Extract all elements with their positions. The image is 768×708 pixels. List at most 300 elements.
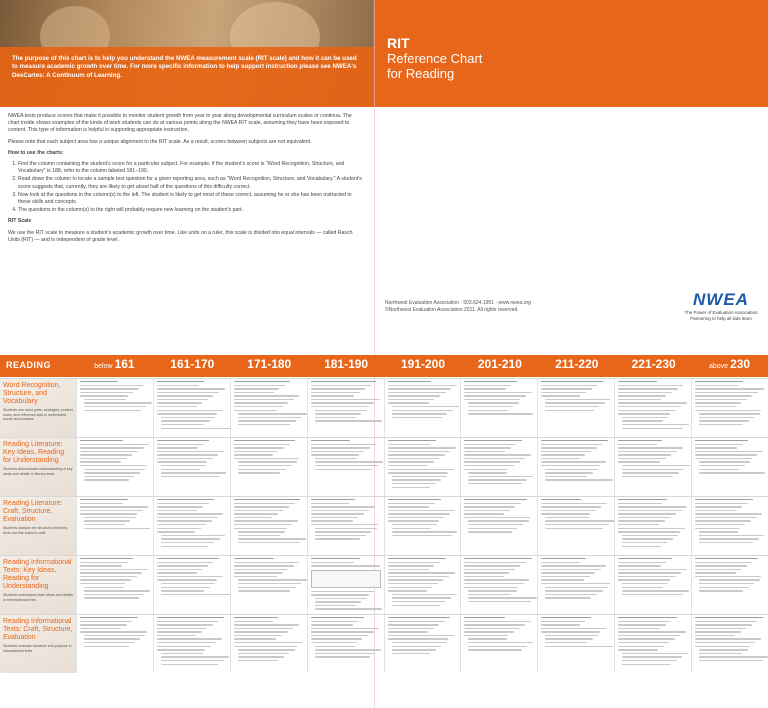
text-line xyxy=(622,417,668,418)
text-line xyxy=(468,646,527,647)
sample-question-cell xyxy=(384,615,461,673)
text-line xyxy=(699,535,764,536)
text-line xyxy=(464,392,531,393)
text-line xyxy=(464,631,514,632)
text-line xyxy=(545,476,587,477)
text-line xyxy=(695,440,748,441)
text-line xyxy=(234,510,284,511)
text-line xyxy=(311,510,370,511)
text-line xyxy=(311,562,354,563)
text-line xyxy=(157,624,213,625)
text-line xyxy=(234,506,289,507)
text-line xyxy=(695,406,736,407)
text-line xyxy=(80,624,127,625)
goal-row xyxy=(0,378,768,437)
text-line xyxy=(161,465,206,466)
text-line xyxy=(311,399,380,400)
column-header xyxy=(76,357,153,375)
text-line xyxy=(464,587,518,588)
goal-cell xyxy=(0,379,76,437)
text-line xyxy=(695,399,747,400)
text-line xyxy=(388,517,445,518)
sample-question-cell xyxy=(76,615,153,673)
text-line xyxy=(695,499,753,500)
text-line xyxy=(699,583,754,584)
text-line xyxy=(468,520,528,521)
text-line xyxy=(695,444,743,445)
text-line xyxy=(234,638,277,639)
text-line xyxy=(161,476,220,477)
text-line xyxy=(695,562,752,563)
text-line xyxy=(695,451,763,452)
sample-question-cell xyxy=(230,556,307,614)
text-line xyxy=(157,447,198,448)
text-line xyxy=(622,420,663,421)
footer-contact: Northwest Evaluation Association · 503.624.1951 · www.nwea.org xyxy=(385,300,531,306)
text-line xyxy=(464,461,519,462)
text-line xyxy=(622,594,683,595)
text-line xyxy=(618,410,675,411)
column-header xyxy=(230,357,307,375)
text-line xyxy=(311,392,360,393)
text-line xyxy=(238,469,286,470)
text-line xyxy=(315,598,367,599)
text-line xyxy=(388,628,434,629)
text-line xyxy=(80,513,137,514)
text-line xyxy=(392,531,458,532)
text-line xyxy=(311,558,360,559)
text-line xyxy=(618,617,677,618)
text-line xyxy=(234,617,279,618)
text-line xyxy=(388,635,454,636)
text-line xyxy=(161,664,218,665)
column-header xyxy=(460,357,537,375)
sample-question-cell xyxy=(230,615,307,673)
text-line xyxy=(392,642,447,643)
text-line xyxy=(618,381,657,382)
text-line xyxy=(622,535,678,536)
text-line xyxy=(157,520,212,521)
text-line xyxy=(392,597,451,598)
text-line xyxy=(157,503,209,504)
text-line xyxy=(468,524,523,525)
text-line xyxy=(618,392,672,393)
text-line xyxy=(388,388,452,389)
text-line xyxy=(234,458,299,459)
text-line xyxy=(311,591,375,592)
text-line xyxy=(311,513,364,514)
text-line xyxy=(161,420,210,421)
text-line xyxy=(161,587,210,588)
text-line xyxy=(545,469,598,470)
text-line xyxy=(464,579,529,580)
text-line xyxy=(618,413,670,414)
text-line xyxy=(234,406,283,407)
text-line xyxy=(622,472,679,473)
text-line xyxy=(161,542,214,543)
text-line xyxy=(157,562,214,563)
goal-cell xyxy=(0,615,76,673)
howto-step: 4. The questions in the column(s) to the right will probably require new learning on the student's part. xyxy=(18,207,364,214)
column-header-label: 221-230 xyxy=(631,357,676,371)
text-line xyxy=(695,458,752,459)
text-line xyxy=(234,410,277,411)
text-line xyxy=(699,472,765,473)
text-line xyxy=(699,469,739,470)
text-line xyxy=(464,513,504,514)
text-line xyxy=(157,388,225,389)
text-line xyxy=(468,476,532,477)
text-line xyxy=(388,569,429,570)
text-line xyxy=(464,388,505,389)
text-line xyxy=(541,447,596,448)
text-line xyxy=(157,631,202,632)
text-line xyxy=(618,565,661,566)
sample-question-cell xyxy=(614,497,691,555)
text-line xyxy=(541,499,581,500)
text-line xyxy=(618,649,658,650)
text-line xyxy=(622,664,671,665)
text-line xyxy=(238,535,280,536)
text-line xyxy=(468,479,527,480)
column-header xyxy=(614,357,691,375)
text-line xyxy=(622,476,673,477)
text-line xyxy=(699,465,744,466)
text-line xyxy=(545,528,603,529)
title-rit: RIT xyxy=(387,35,410,51)
text-line xyxy=(392,406,459,407)
text-line xyxy=(161,538,220,539)
text-line xyxy=(311,520,353,521)
text-line xyxy=(618,399,661,400)
text-line xyxy=(618,646,663,647)
text-line xyxy=(388,402,429,403)
column-header xyxy=(384,357,461,375)
text-line xyxy=(84,597,139,598)
text-line xyxy=(388,565,435,566)
text-line xyxy=(157,399,208,400)
text-line xyxy=(161,594,230,595)
text-line xyxy=(311,517,359,518)
text-line xyxy=(622,469,684,470)
text-line xyxy=(545,402,604,403)
goal-title: Reading Literature: Key Ideas, Reading for Understanding xyxy=(3,441,65,464)
sample-question-cell xyxy=(384,438,461,496)
text-line xyxy=(234,381,291,382)
text-line xyxy=(468,642,532,643)
sample-question-cell xyxy=(76,379,153,437)
text-line xyxy=(388,440,436,441)
text-line xyxy=(388,624,440,625)
sample-question-cell xyxy=(76,497,153,555)
text-line xyxy=(234,520,298,521)
text-line xyxy=(695,642,755,643)
text-line xyxy=(618,528,685,529)
text-line xyxy=(80,579,131,580)
text-line xyxy=(315,608,382,609)
text-line xyxy=(388,520,439,521)
text-line xyxy=(695,510,736,511)
text-line xyxy=(80,503,123,504)
text-line xyxy=(618,579,670,580)
text-line xyxy=(545,646,613,647)
text-line xyxy=(699,542,753,543)
text-line xyxy=(622,465,690,466)
text-line xyxy=(311,642,357,643)
text-line xyxy=(234,402,289,403)
text-line xyxy=(84,406,146,407)
sample-question-cell xyxy=(230,497,307,555)
text-line xyxy=(695,388,763,389)
text-line xyxy=(468,531,511,532)
text-line xyxy=(545,635,598,636)
text-line xyxy=(464,572,509,573)
text-line xyxy=(161,472,226,473)
text-line xyxy=(695,392,758,393)
text-line xyxy=(311,388,366,389)
text-line xyxy=(622,590,688,591)
text-line xyxy=(311,617,365,618)
text-line xyxy=(545,479,613,480)
text-line xyxy=(464,621,530,622)
sample-question-cell xyxy=(460,615,537,673)
text-line xyxy=(238,420,296,421)
text-line xyxy=(541,562,580,563)
text-line xyxy=(464,454,530,455)
text-line xyxy=(80,628,121,629)
reading-label: READING xyxy=(6,360,52,370)
text-line xyxy=(618,628,660,629)
text-line xyxy=(388,572,455,573)
text-line xyxy=(315,413,362,414)
text-line xyxy=(695,528,740,529)
text-line xyxy=(695,617,763,618)
text-line xyxy=(695,646,750,647)
text-line xyxy=(541,617,591,618)
text-line xyxy=(315,531,372,532)
text-line xyxy=(234,454,273,455)
text-line xyxy=(464,440,521,441)
howto-step: 1. Find the column containing the student's score for a particular subject. For example, if the student's score is "Word Recognition, Structure, and Vocabulary" is 188, refer to the column labeled 181–190. xyxy=(18,161,364,175)
text-line xyxy=(157,572,197,573)
text-line xyxy=(157,402,202,403)
text-line xyxy=(545,524,609,525)
text-line xyxy=(234,628,293,629)
goal-cell xyxy=(0,497,76,555)
text-line xyxy=(311,631,374,632)
text-line xyxy=(388,579,444,580)
text-line xyxy=(695,635,735,636)
text-line xyxy=(80,392,133,393)
text-line xyxy=(157,413,217,414)
hero-banner xyxy=(0,0,768,107)
text-line xyxy=(622,542,667,543)
text-line xyxy=(234,440,295,441)
text-line xyxy=(157,628,207,629)
text-line xyxy=(80,576,137,577)
text-line xyxy=(157,621,218,622)
text-line xyxy=(157,381,205,382)
text-line xyxy=(388,590,427,591)
goal-description: Students demonstrate understanding of key ideas and details in literary texts. xyxy=(3,467,73,476)
text-line xyxy=(80,558,133,559)
text-line xyxy=(622,583,668,584)
text-line xyxy=(234,517,272,518)
text-line xyxy=(541,576,589,577)
nwea-tagline-2: Partnering to help all kids learn xyxy=(690,315,752,321)
text-line xyxy=(618,621,671,622)
text-line xyxy=(80,451,138,452)
goal-row xyxy=(0,614,768,673)
text-line xyxy=(388,381,431,382)
text-line xyxy=(545,517,588,518)
text-line xyxy=(699,538,758,539)
text-line xyxy=(157,410,223,411)
text-line xyxy=(541,506,601,507)
text-line xyxy=(468,402,518,403)
text-line xyxy=(80,465,147,466)
column-header-label: 201-210 xyxy=(477,357,522,371)
text-line xyxy=(464,635,508,636)
text-line xyxy=(392,483,436,484)
text-line xyxy=(157,440,209,441)
text-line xyxy=(84,646,129,647)
goal-cell xyxy=(0,556,76,614)
text-line xyxy=(157,579,217,580)
text-line xyxy=(315,528,377,529)
text-line xyxy=(468,528,517,529)
text-line xyxy=(161,535,225,536)
text-line xyxy=(622,428,683,429)
text-line xyxy=(541,510,596,511)
text-line xyxy=(238,587,296,588)
text-line xyxy=(80,461,121,462)
text-line xyxy=(234,528,287,529)
text-line xyxy=(695,638,761,639)
text-line xyxy=(618,558,672,559)
text-line xyxy=(695,628,746,629)
text-line xyxy=(618,454,671,455)
text-line xyxy=(618,562,666,563)
sample-question-cell xyxy=(307,556,384,614)
text-line xyxy=(161,428,230,429)
howto-steps xyxy=(18,161,364,214)
text-line xyxy=(541,583,609,584)
text-line xyxy=(388,385,457,386)
sample-question-cell xyxy=(691,556,768,614)
text-line xyxy=(388,617,451,618)
text-line xyxy=(464,583,523,584)
sample-question-cell xyxy=(614,615,691,673)
text-line xyxy=(618,569,686,570)
text-line xyxy=(84,594,144,595)
text-line xyxy=(234,621,273,622)
goal-band xyxy=(0,497,76,555)
text-line xyxy=(468,638,506,639)
sample-question-cell xyxy=(614,379,691,437)
sample-question-cell xyxy=(537,438,614,496)
text-line xyxy=(234,565,294,566)
text-line xyxy=(315,605,356,606)
text-line xyxy=(545,520,614,521)
text-line xyxy=(545,587,608,588)
text-line xyxy=(468,594,511,595)
text-line xyxy=(545,472,593,473)
text-line xyxy=(699,420,749,421)
text-line xyxy=(618,395,666,396)
text-line xyxy=(80,381,118,382)
text-line xyxy=(695,524,745,525)
text-line xyxy=(157,569,202,570)
text-line xyxy=(315,417,356,418)
text-line xyxy=(80,562,128,563)
text-line xyxy=(699,579,760,580)
text-line xyxy=(84,635,145,636)
text-line xyxy=(80,621,132,622)
goal-row xyxy=(0,437,768,496)
text-line xyxy=(392,646,442,647)
text-line xyxy=(238,656,284,657)
text-line xyxy=(464,503,521,504)
text-line xyxy=(699,417,754,418)
text-line xyxy=(464,617,505,618)
text-line xyxy=(464,444,516,445)
text-line xyxy=(84,476,134,477)
text-line xyxy=(388,576,449,577)
text-line xyxy=(618,503,661,504)
text-line xyxy=(238,649,295,650)
text-line xyxy=(464,576,503,577)
sample-question-cell xyxy=(537,497,614,555)
text-line xyxy=(238,583,302,584)
intro-paragraph-2: Please note that each subject area has a unique alignment to the RIT scale. As a result, scores between subjects are not equivalent. xyxy=(8,138,312,145)
text-line xyxy=(238,538,306,539)
text-line xyxy=(618,635,680,636)
column-header xyxy=(153,357,230,375)
text-line xyxy=(157,517,218,518)
text-line xyxy=(157,576,223,577)
text-line xyxy=(699,531,738,532)
text-line xyxy=(541,569,600,570)
text-line xyxy=(161,590,204,591)
sample-question-cell xyxy=(384,379,461,437)
text-line xyxy=(541,451,591,452)
text-line xyxy=(234,503,295,504)
text-line xyxy=(541,621,585,622)
text-line xyxy=(238,465,292,466)
text-line xyxy=(80,385,144,386)
text-line xyxy=(234,392,274,393)
sample-question-cell xyxy=(307,438,384,496)
text-line xyxy=(388,499,441,500)
text-line xyxy=(392,653,430,654)
sample-question-cell xyxy=(460,556,537,614)
goal-band xyxy=(0,438,76,496)
text-line xyxy=(699,587,749,588)
text-line xyxy=(84,410,141,411)
text-line xyxy=(311,447,370,448)
text-line xyxy=(388,399,435,400)
column-header-label: 161-170 xyxy=(170,357,215,371)
text-line xyxy=(84,642,134,643)
text-line xyxy=(468,649,521,650)
sample-question-cell xyxy=(230,438,307,496)
text-line xyxy=(541,631,600,632)
text-line xyxy=(80,565,122,566)
text-line xyxy=(315,458,358,459)
column-header xyxy=(537,357,614,375)
text-line xyxy=(315,646,356,647)
